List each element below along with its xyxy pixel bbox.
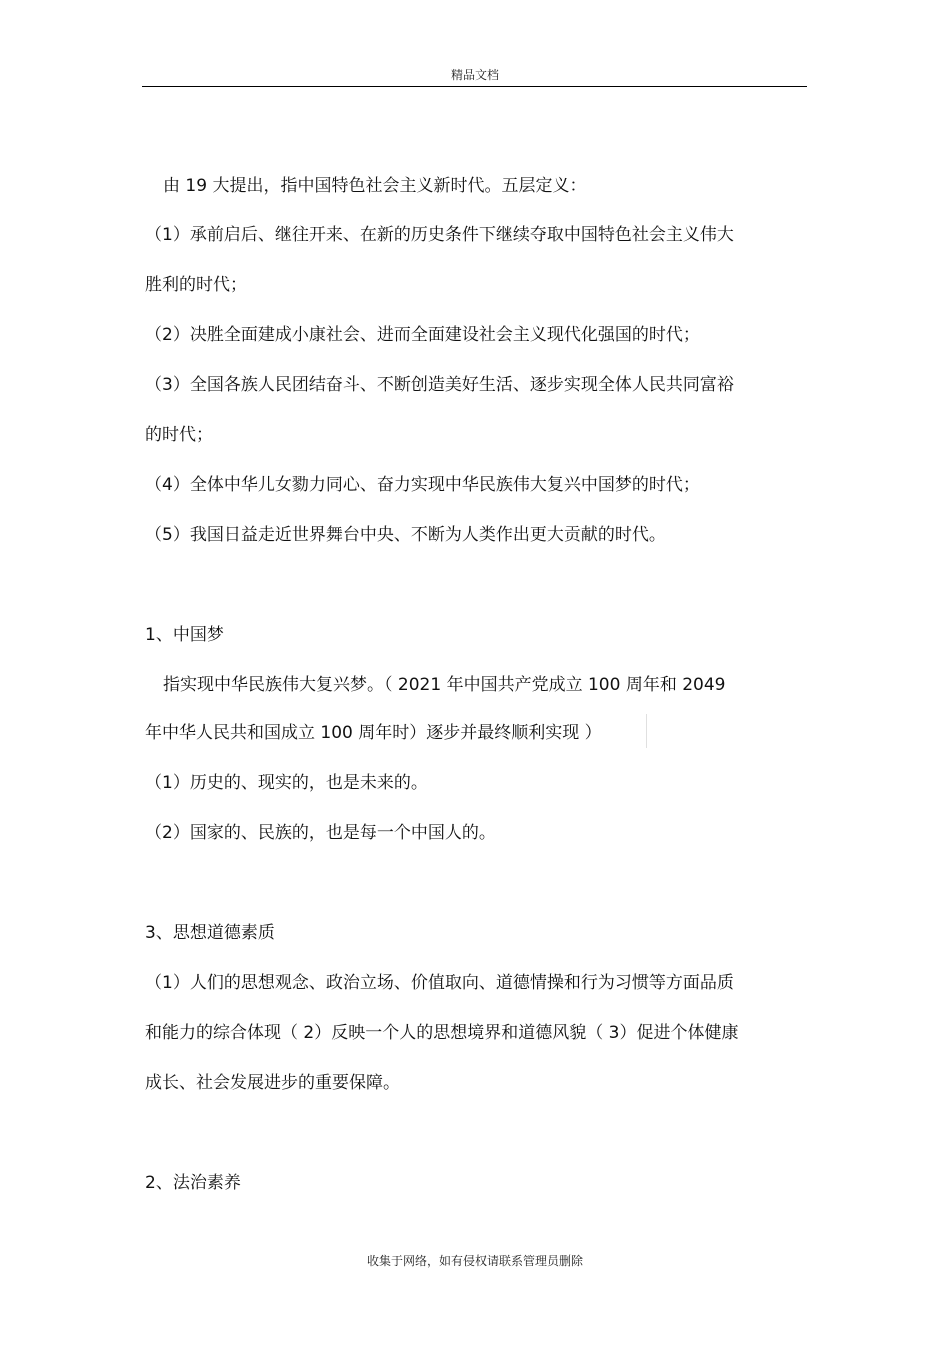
definition-item-5: （5）我国日益走近世界舞台中央、不断为人类作出更大贡献的时代。 — [145, 525, 666, 545]
section-heading-chinese-dream: 1、中国梦 — [145, 625, 224, 645]
section-heading-rule-of-law: 2、法治素养 — [145, 1173, 241, 1193]
chinese-dream-item-2: （2）国家的、民族的，也是每一个中国人的。 — [145, 823, 496, 843]
page-footer: 收集于网络，如有侵权请联系管理员删除 — [366, 1254, 583, 1268]
moral-quality-item-3: 成长、社会发展进步的重要保障。 — [145, 1073, 400, 1093]
definition-item-1: （1）承前启后、继往开来、在新的历史条件下继续夺取中国特色社会主义伟大 — [145, 225, 734, 245]
section-heading-moral-quality: 3、思想道德素质 — [145, 923, 275, 943]
text-cursor-mark — [646, 714, 647, 748]
chinese-dream-item-1: （1）历史的、现实的，也是未来的。 — [145, 773, 428, 793]
moral-quality-item-2: 和能力的综合体现（ 2）反映一个人的思想境界和道德风貌（ 3）促进个体健康 — [145, 1023, 739, 1043]
definition-item-2: （2）决胜全面建成小康社会、进而全面建设社会主义现代化强国的时代； — [145, 325, 700, 345]
page-header: 精品文档 — [450, 68, 499, 82]
definition-item-3: （3）全国各族人民团结奋斗、不断创造美好生活、逐步实现全体人民共同富裕 — [145, 375, 734, 395]
definition-item-3-cont: 的时代； — [145, 425, 213, 445]
chinese-dream-definition-cont: 年中华人民共和国成立 100 周年时）逐步并最终顺利实现 ） — [145, 723, 602, 743]
intro-line: 由 19 大提出，指中国特色社会主义新时代。五层定义： — [163, 176, 587, 196]
definition-item-4: （4）全体中华儿女勠力同心、奋力实现中华民族伟大复兴中国梦的时代； — [145, 475, 700, 495]
definition-item-1-cont: 胜利的时代； — [145, 275, 247, 295]
chinese-dream-definition: 指实现中华民族伟大复兴梦。（ 2021 年中国共产党成立 100 周年和 2049 — [163, 675, 726, 695]
moral-quality-item-1: （1）人们的思想观念、政治立场、价值取向、道德情操和行为习惯等方面品质 — [145, 973, 734, 993]
header-rule — [142, 86, 807, 87]
